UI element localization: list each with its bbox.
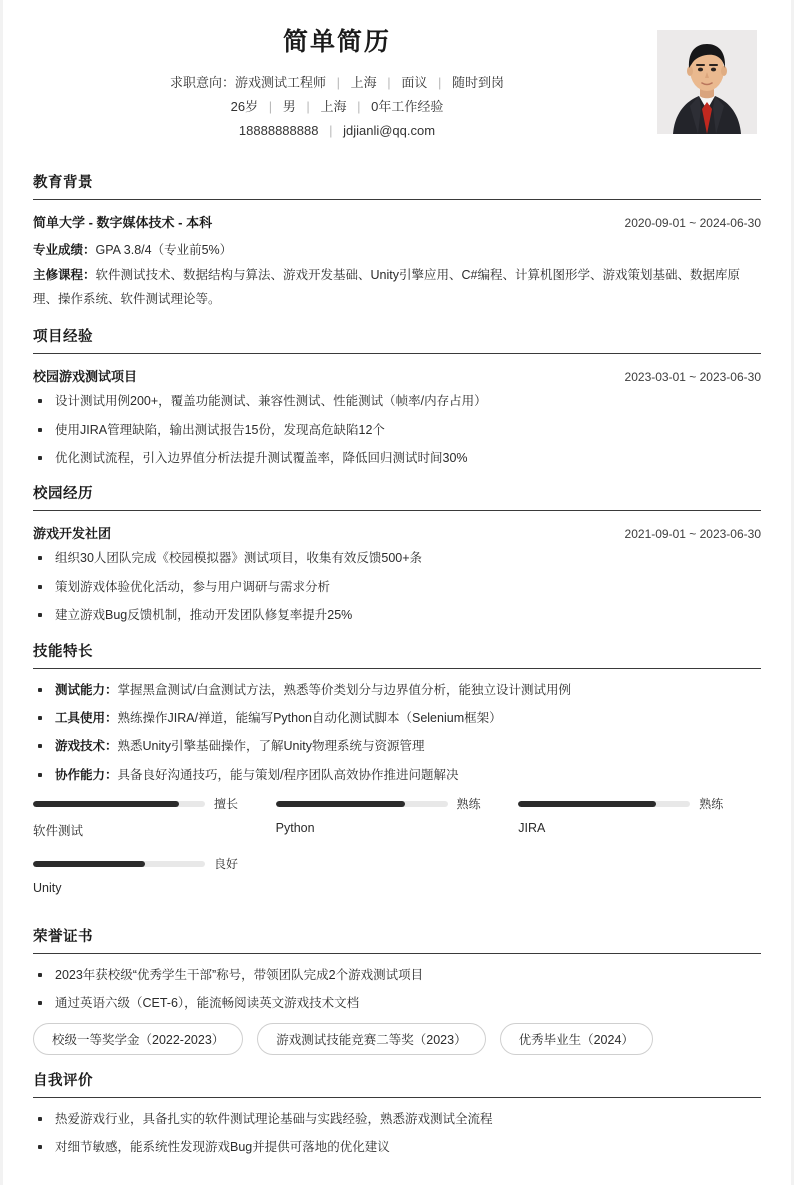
project-date: 2023-03-01 ~ 2023-06-30 — [624, 370, 761, 385]
separator-icon: | — [387, 75, 391, 90]
skill-label: 协作能力： — [55, 767, 118, 782]
skill-text: 掌握黑盒测试/白盒测试方法，熟悉等价类划分与边界值分析，能独立设计测试用例 — [117, 682, 571, 697]
list-item: 通过英语六级（CET-6），能流畅阅读英文游戏技术文档 — [33, 994, 761, 1013]
list-item: 热爱游戏行业，具备扎实的软件测试理论基础与实践经验，熟悉游戏测试全流程 — [33, 1110, 761, 1129]
campus-entry — [33, 523, 761, 625]
section-divider — [33, 1097, 761, 1098]
section-divider — [33, 353, 761, 354]
bar-row — [276, 795, 493, 812]
project-name: 校园游戏测试项目 — [33, 369, 138, 385]
skill-level: 擅长 — [214, 797, 239, 812]
email-address: jdjianli@qq.com — [343, 123, 436, 139]
section-honors — [33, 925, 761, 1055]
list-item: 设计测试用例200+，覆盖功能测试、兼容性测试、性能测试（帧率/内存占用） — [33, 392, 761, 411]
skill-level: 熟练 — [456, 797, 481, 812]
age: 26岁 — [230, 99, 259, 115]
education-gpa-value: GPA 3.8/4（专业前5%） — [95, 243, 233, 258]
education-courses-value: 软件测试技术、数据结构与算法、游戏开发基础、Unity引擎应用、C#编程、计算机图形学、游戏策划基础、数据库原理、操作系统、软件测试理论等。 — [33, 267, 740, 306]
section-divider — [33, 199, 761, 200]
skill-label: 游戏技术： — [55, 739, 118, 754]
skills-bullets — [33, 681, 761, 786]
job-city: 上海 — [350, 75, 377, 90]
skill-bars — [33, 795, 761, 911]
job-availability: 随时到岗 — [451, 75, 504, 90]
honors-bullets — [33, 966, 761, 1014]
skill-text: 熟练操作JIRA/禅道，能编写Python自动化测试脚本（Selenium框架） — [117, 710, 502, 725]
skill-progress-fill — [33, 861, 145, 867]
education-date: 2020-09-01 ~ 2024-06-30 — [624, 216, 761, 231]
education-gpa-label: 专业成绩： — [33, 243, 96, 258]
skill-name: 软件测试 — [33, 824, 84, 839]
education-courses — [33, 263, 761, 312]
list-item — [33, 681, 761, 700]
separator-icon: | — [437, 75, 442, 90]
section-divider — [33, 510, 761, 511]
project-entry — [33, 366, 761, 468]
education-entry — [33, 212, 761, 311]
section-skills — [33, 640, 761, 912]
separator-icon: | — [336, 75, 341, 90]
entry-head — [33, 523, 761, 542]
skill-progress-track — [276, 801, 448, 807]
list-item: 优化测试流程，引入边界值分析法提升测试覆盖率，降低回归测试时间30% — [33, 449, 761, 468]
self-evaluation-bullets — [33, 1110, 761, 1158]
skill-level: 良好 — [214, 857, 239, 872]
skill-name: JIRA — [518, 821, 546, 836]
bar-row — [33, 795, 250, 812]
separator-icon: | — [329, 123, 333, 139]
section-title-project: 项目经验 — [33, 329, 93, 346]
entry-head — [33, 212, 761, 231]
contact-line-2 — [33, 95, 641, 119]
campus-date: 2021-09-01 ~ 2023-06-30 — [624, 527, 761, 542]
page-title: 简单简历 — [282, 28, 391, 56]
list-item: 建立游戏Bug反馈机制，推动开发团队修复率提升25% — [33, 606, 761, 625]
skill-name: Python — [275, 821, 315, 836]
work-experience: 0年工作经验 — [371, 99, 444, 115]
job-intention: 求职意向：游戏测试工程师 — [170, 75, 327, 90]
status-badge: 校级一等奖学金（2022-2023） — [33, 1023, 243, 1055]
status-badge: 游戏测试技能竞赛二等奖（2023） — [257, 1023, 485, 1055]
skill-bar-item — [33, 855, 276, 895]
section-title-education: 教育背景 — [33, 175, 93, 192]
residence-city: 上海 — [320, 99, 347, 115]
header-center — [33, 22, 761, 143]
skill-bar-item — [276, 795, 519, 839]
resume-header — [33, 22, 761, 157]
section-title-campus: 校园经历 — [33, 486, 93, 503]
bar-row — [518, 795, 735, 812]
phone-number: 18888888888 — [238, 123, 319, 139]
campus-club: 游戏开发社团 — [33, 526, 112, 542]
education-courses-label: 主修课程： — [33, 267, 96, 282]
separator-icon: | — [268, 99, 273, 115]
list-item: 2023年获校级“优秀学生干部”称号，带领团队完成2个游戏测试项目 — [33, 966, 761, 985]
education-gpa — [33, 238, 761, 262]
bar-row — [33, 855, 250, 872]
status-badge: 优秀毕业生（2024） — [500, 1023, 653, 1055]
skill-progress-fill — [518, 801, 656, 807]
contact-line-3 — [33, 119, 641, 143]
list-item — [33, 709, 761, 728]
list-item — [33, 766, 761, 785]
list-item: 对细节敏感，能系统性发现游戏Bug并提供可落地的优化建议 — [33, 1138, 761, 1157]
section-title-skills: 技能特长 — [33, 643, 93, 660]
campus-bullets — [33, 549, 761, 625]
skill-progress-track — [33, 861, 205, 867]
section-campus — [33, 482, 761, 625]
avatar — [657, 30, 757, 134]
list-item: 策划游戏体验优化活动，参与用户调研与需求分析 — [33, 578, 761, 597]
section-project — [33, 325, 761, 468]
skill-bar-item — [518, 795, 761, 839]
section-divider — [33, 953, 761, 954]
separator-icon: | — [306, 99, 310, 115]
list-item — [33, 737, 761, 756]
project-bullets — [33, 392, 761, 468]
gender: 男 — [282, 99, 296, 115]
skill-name: Unity — [33, 881, 62, 896]
section-title-honors: 荣誉证书 — [33, 929, 93, 946]
honor-tags — [33, 1023, 761, 1055]
section-divider — [33, 668, 761, 669]
skill-level: 熟练 — [699, 797, 724, 812]
skill-label: 测试能力： — [55, 682, 118, 697]
skill-progress-fill — [33, 801, 179, 807]
skill-label: 工具使用： — [55, 710, 118, 725]
section-title-self-evaluation: 自我评价 — [33, 1072, 93, 1089]
separator-icon: | — [357, 99, 361, 115]
section-self-evaluation — [33, 1069, 761, 1158]
skill-text: 具备良好沟通技巧，能与策划/程序团队高效协作推进问题解决 — [117, 767, 459, 782]
contact-line-1 — [33, 71, 641, 95]
entry-head — [33, 366, 761, 385]
skill-bar-item — [33, 795, 276, 839]
skill-progress-track — [518, 801, 690, 807]
skill-text: 熟悉Unity引擎基础操作，了解Unity物理系统与资源管理 — [117, 739, 425, 754]
skill-progress-track — [33, 801, 205, 807]
list-item: 组织30人团队完成《校园模拟器》测试项目，收集有效反馈500+条 — [33, 549, 761, 568]
job-salary: 面议 — [401, 75, 428, 90]
education-school: 简单大学 - 数字媒体技术 - 本科 — [33, 215, 213, 231]
list-item: 使用JIRA管理缺陷，输出测试报告15份，发现高危缺陷12个 — [33, 421, 761, 440]
section-education — [33, 171, 761, 311]
skill-progress-fill — [276, 801, 405, 807]
